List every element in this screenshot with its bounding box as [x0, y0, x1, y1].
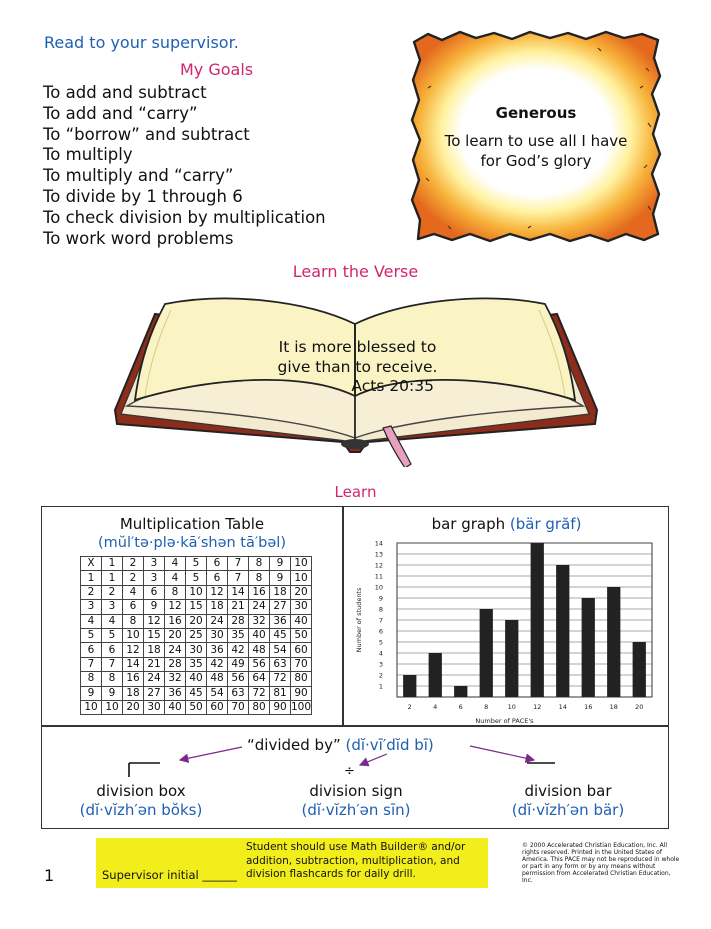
bar — [556, 565, 569, 697]
table-cell: 2 — [102, 585, 123, 599]
supervisor-note-box — [96, 838, 488, 888]
x-tick-label: 6 — [458, 703, 463, 711]
y-tick-label: 8 — [378, 605, 383, 614]
y-axis-label: Number of students — [355, 587, 363, 653]
x-tick-label: 4 — [433, 703, 438, 711]
table-row — [81, 557, 312, 571]
arrow-to-division-bar — [470, 746, 534, 760]
bar-graph-title: bar graph — [431, 515, 506, 533]
table-cell: 63 — [228, 686, 249, 700]
table-cell: 63 — [270, 657, 291, 671]
y-tick-label: 4 — [378, 649, 383, 658]
x-tick-label: 20 — [635, 703, 644, 711]
table-cell: 6 — [102, 643, 123, 657]
table-cell: 30 — [207, 628, 228, 642]
goal-item: To multiply — [43, 145, 133, 165]
table-row — [81, 657, 312, 671]
table-cell: 10 — [291, 557, 312, 571]
table-cell: 70 — [291, 657, 312, 671]
bar — [429, 653, 442, 697]
table-cell: 8 — [249, 557, 270, 571]
table-cell: 49 — [228, 657, 249, 671]
table-cell: 4 — [102, 614, 123, 628]
trait-description: To learn to use all I have for God’s glory — [444, 132, 628, 170]
table-cell: 15 — [186, 600, 207, 614]
division-term: division bar — [524, 782, 612, 800]
table-cell: 60 — [291, 643, 312, 657]
bar — [607, 587, 620, 697]
table-cell: 5 — [186, 571, 207, 585]
table-cell: 54 — [270, 643, 291, 657]
table-cell: 40 — [186, 672, 207, 686]
x-tick-label: 12 — [533, 703, 542, 711]
table-cell: 6 — [144, 585, 165, 599]
arrow-to-division-sign — [360, 754, 387, 765]
table-cell: 12 — [207, 585, 228, 599]
y-tick-label: 9 — [378, 594, 383, 603]
table-cell: 9 — [270, 571, 291, 585]
table-cell: 80 — [249, 700, 270, 714]
bar-graph-pronunciation: (bär grăf) — [509, 515, 582, 533]
goal-item: To work word problems — [43, 228, 234, 248]
table-cell: 8 — [123, 614, 144, 628]
table-cell: 36 — [207, 643, 228, 657]
y-tick-label: 14 — [374, 539, 383, 548]
table-cell: 70 — [228, 700, 249, 714]
table-cell: 9 — [102, 686, 123, 700]
table-cell: 14 — [123, 657, 144, 671]
drill-instruction: Student should use Math Builder® and/or addition, subtraction, multiplication, and division flashcards for daily drill. — [246, 841, 466, 880]
division-sign-symbol: ÷ — [344, 764, 355, 779]
goal-item: To multiply and “carry” — [43, 166, 234, 186]
table-cell: 5 — [102, 628, 123, 642]
table-cell: 48 — [249, 643, 270, 657]
table-cell: 80 — [291, 672, 312, 686]
table-cell: 60 — [207, 700, 228, 714]
y-tick-label: 12 — [374, 561, 383, 570]
table-cell: 42 — [228, 643, 249, 657]
table-cell: 20 — [123, 700, 144, 714]
table-cell: 42 — [207, 657, 228, 671]
arrow-to-division-box — [180, 747, 242, 760]
table-cell: 24 — [249, 600, 270, 614]
table-cell: 27 — [270, 600, 291, 614]
y-tick-label: 11 — [374, 572, 383, 581]
table-cell: 72 — [249, 686, 270, 700]
y-tick-label: 1 — [378, 682, 383, 691]
table-cell: 12 — [165, 600, 186, 614]
table-cell: 7 — [81, 657, 102, 671]
division-term-bar — [488, 782, 648, 820]
table-row — [81, 585, 312, 599]
multiplication-table-pronunciation: (mŭl′tə·plə·kā′shən tā′bəl) — [98, 535, 286, 551]
table-cell: 10 — [291, 571, 312, 585]
table-cell: 81 — [270, 686, 291, 700]
table-cell: 18 — [270, 585, 291, 599]
table-cell: 7 — [102, 657, 123, 671]
table-cell: 56 — [228, 672, 249, 686]
bar — [531, 543, 544, 697]
table-cell: 16 — [249, 585, 270, 599]
y-tick-label: 10 — [374, 583, 383, 592]
table-cell: 72 — [270, 672, 291, 686]
table-cell: 3 — [102, 600, 123, 614]
table-cell: 48 — [207, 672, 228, 686]
goal-item: To add and “carry” — [43, 103, 198, 123]
bar — [505, 620, 518, 697]
table-cell: 8 — [81, 672, 102, 686]
divider-vertical — [342, 507, 344, 725]
table-cell: 30 — [144, 700, 165, 714]
table-row — [81, 686, 312, 700]
table-cell: 18 — [144, 643, 165, 657]
table-cell: 20 — [186, 614, 207, 628]
table-cell: 10 — [81, 700, 102, 714]
table-cell: 8 — [102, 672, 123, 686]
learn-verse-heading: Learn the Verse — [292, 262, 419, 281]
learn-heading: Learn — [334, 483, 377, 501]
table-cell: 8 — [165, 585, 186, 599]
table-cell: 30 — [291, 600, 312, 614]
table-cell: 5 — [186, 557, 207, 571]
y-tick-label: 3 — [378, 660, 383, 669]
character-trait — [440, 104, 632, 171]
goal-item: To divide by 1 through 6 — [43, 186, 243, 206]
bar-graph-title-row — [345, 515, 668, 533]
x-tick-label: 2 — [407, 703, 412, 711]
table-cell: 10 — [186, 585, 207, 599]
table-cell: 5 — [81, 628, 102, 642]
table-cell: 40 — [291, 614, 312, 628]
table-cell: 18 — [207, 600, 228, 614]
division-term-pronunciation: (dĭ·vĭzh′ən sīn) — [301, 801, 411, 819]
table-cell: 7 — [228, 557, 249, 571]
table-cell: 10 — [123, 628, 144, 642]
table-cell: 90 — [270, 700, 291, 714]
table-cell: 16 — [165, 614, 186, 628]
table-cell: 9 — [270, 557, 291, 571]
table-row — [81, 643, 312, 657]
table-cell: 54 — [207, 686, 228, 700]
table-cell: 24 — [207, 614, 228, 628]
bar — [633, 642, 646, 697]
divided-by-term: “divided by” — [247, 736, 341, 754]
table-corner-cell: X — [81, 557, 102, 571]
y-tick-label: 7 — [378, 616, 383, 625]
division-box-symbol — [129, 763, 160, 777]
table-row — [81, 628, 312, 642]
table-cell: 15 — [144, 628, 165, 642]
table-cell: 1 — [81, 571, 102, 585]
goal-item: To check division by multiplication — [43, 207, 326, 227]
table-cell: 20 — [165, 628, 186, 642]
table-cell: 12 — [144, 614, 165, 628]
x-tick-label: 18 — [609, 703, 618, 711]
table-cell: 35 — [186, 657, 207, 671]
table-cell: 6 — [123, 600, 144, 614]
table-cell: 50 — [186, 700, 207, 714]
page-number: 1 — [44, 866, 55, 885]
table-cell: 10 — [102, 700, 123, 714]
table-cell: 6 — [207, 571, 228, 585]
table-row — [81, 700, 312, 714]
table-cell: 8 — [249, 571, 270, 585]
verse-text: It is more blessed to give than to receive. — [277, 338, 438, 376]
division-term-pronunciation: (dĭ·vĭzh′ən bär) — [511, 801, 625, 819]
y-tick-label: 2 — [378, 671, 383, 680]
multiplication-table-title: Multiplication Table — [119, 515, 265, 533]
table-row — [81, 600, 312, 614]
table-cell: 24 — [165, 643, 186, 657]
copyright-notice: © 2000 Accelerated Christian Education, Inc. All rights reserved. Printed in the United States of America. This PACE may not be reproduced in whole or part in any form or by any means without permission from Accelerated Christian Education, Inc. — [522, 842, 680, 884]
table-cell: 4 — [165, 571, 186, 585]
memory-verse — [265, 338, 450, 397]
divider-horizontal — [42, 725, 668, 727]
table-cell: 1 — [102, 571, 123, 585]
supervisor-initial: Supervisor initial ______ — [102, 868, 237, 882]
table-cell: 16 — [123, 672, 144, 686]
table-cell: 40 — [249, 628, 270, 642]
table-row — [81, 672, 312, 686]
table-cell: 6 — [81, 643, 102, 657]
table-cell: 6 — [207, 557, 228, 571]
x-tick-label: 14 — [558, 703, 567, 711]
table-cell: 3 — [144, 557, 165, 571]
goal-item: To “borrow” and subtract — [43, 124, 250, 144]
verse-reference: Acts 20:35 — [351, 377, 434, 395]
x-tick-label: 16 — [584, 703, 593, 711]
table-cell: 32 — [249, 614, 270, 628]
table-cell: 36 — [270, 614, 291, 628]
table-cell: 45 — [270, 628, 291, 642]
table-cell: 30 — [186, 643, 207, 657]
table-cell: 2 — [81, 585, 102, 599]
table-cell: 45 — [186, 686, 207, 700]
table-cell: 14 — [228, 585, 249, 599]
division-term-sign — [276, 782, 436, 820]
table-cell: 9 — [81, 686, 102, 700]
bar — [480, 609, 493, 697]
table-cell: 56 — [249, 657, 270, 671]
table-row — [81, 571, 312, 585]
table-cell: 12 — [123, 643, 144, 657]
table-cell: 1 — [102, 557, 123, 571]
division-term-pronunciation: (dĭ·vĭzh′ən bŏks) — [79, 801, 203, 819]
x-tick-label: 10 — [507, 703, 516, 711]
table-cell: 4 — [123, 585, 144, 599]
division-term-box — [61, 782, 221, 820]
table-cell: 28 — [228, 614, 249, 628]
table-cell: 64 — [249, 672, 270, 686]
bar-graph — [347, 533, 665, 723]
table-cell: 4 — [81, 614, 102, 628]
table-cell: 50 — [291, 628, 312, 642]
multiplication-table — [80, 556, 312, 715]
table-cell: 90 — [291, 686, 312, 700]
table-cell: 32 — [165, 672, 186, 686]
table-cell: 40 — [165, 700, 186, 714]
table-cell: 36 — [165, 686, 186, 700]
table-cell: 100 — [291, 701, 312, 714]
x-axis-label: Number of PACE's — [475, 717, 534, 723]
table-cell: 18 — [123, 686, 144, 700]
division-term: division sign — [309, 782, 403, 800]
division-term: division box — [96, 782, 186, 800]
goal-item: To add and subtract — [43, 83, 207, 102]
y-tick-label: 13 — [374, 550, 383, 559]
table-cell: 7 — [228, 571, 249, 585]
table-cell: 25 — [186, 628, 207, 642]
table-cell: 21 — [228, 600, 249, 614]
table-cell: 9 — [144, 600, 165, 614]
learn-box — [41, 506, 669, 829]
table-cell: 4 — [165, 557, 186, 571]
table-cell: 35 — [228, 628, 249, 642]
bar — [582, 598, 595, 697]
y-tick-label: 6 — [378, 627, 383, 636]
table-cell: 20 — [291, 585, 312, 599]
table-cell: 27 — [144, 686, 165, 700]
bar — [403, 675, 416, 697]
table-cell: 2 — [123, 571, 144, 585]
table-cell: 28 — [165, 657, 186, 671]
table-cell: 2 — [123, 557, 144, 571]
table-cell: 21 — [144, 657, 165, 671]
supervisor-instruction: Read to your supervisor. — [44, 33, 239, 52]
divided-by-pronunciation: (dĭ·vī′dĭd bī) — [345, 736, 434, 754]
table-cell: 3 — [144, 571, 165, 585]
trait-title: Generous — [495, 104, 577, 122]
table-cell: 24 — [144, 672, 165, 686]
table-row — [81, 614, 312, 628]
goals-heading: My Goals — [180, 60, 254, 79]
y-tick-label: 5 — [378, 638, 383, 647]
bar — [454, 686, 467, 697]
table-cell: 3 — [81, 600, 102, 614]
x-tick-label: 8 — [484, 703, 489, 711]
goals-list — [43, 83, 326, 249]
